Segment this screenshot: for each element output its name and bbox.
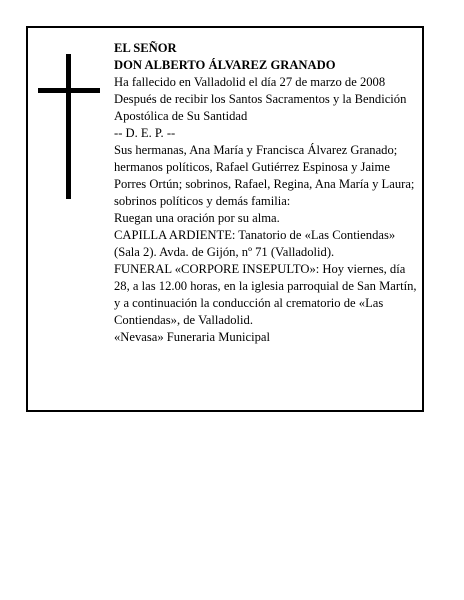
cross-horizontal-bar (38, 88, 100, 93)
notice-text (114, 40, 422, 346)
funeral-home: «Nevasa» Funeraria Municipal (114, 330, 270, 344)
funeral-service-info: FUNERAL «CORPORE INSEPULTO»: Hoy viernes, día 28, a las 12.00 horas, en la iglesia parroquial de San Martín, y a continuación la conducción al crematorio de «Las Contiendas», de Valladolid. (114, 262, 417, 327)
prayer-request: Ruegan una oración por su alma. (114, 211, 280, 225)
death-announcement: Ha fallecido en Valladolid el día 27 de marzo de 2008 (114, 75, 386, 89)
cross-vertical-bar (66, 54, 71, 199)
obituary-notice (26, 26, 424, 412)
cross-icon (38, 54, 100, 199)
funeral-chapel-info: CAPILLA ARDIENTE: Tanatorio de «Las Contiendas» (Sala 2). Avda. de Gijón, nº 71 (Valladolid). (114, 228, 396, 259)
rip-line: -- D. E. P. -- (114, 126, 176, 140)
heading-title: EL SEÑOR (114, 41, 177, 55)
deceased-name: DON ALBERTO ÁLVAREZ GRANADO (114, 58, 336, 72)
sacraments-line: Después de recibir los Santos Sacramentos y la Bendición Apostólica de Su Santidad (114, 92, 407, 123)
family-list: Sus hermanas, Ana María y Francisca Álvarez Granado; hermanos políticos, Rafael Gutiérrez Espinosa y Jaime Porres Ortún; sobrinos, Rafael, Regina, Ana María y Laura; sobrinos políticos y demás familia: (114, 143, 415, 208)
